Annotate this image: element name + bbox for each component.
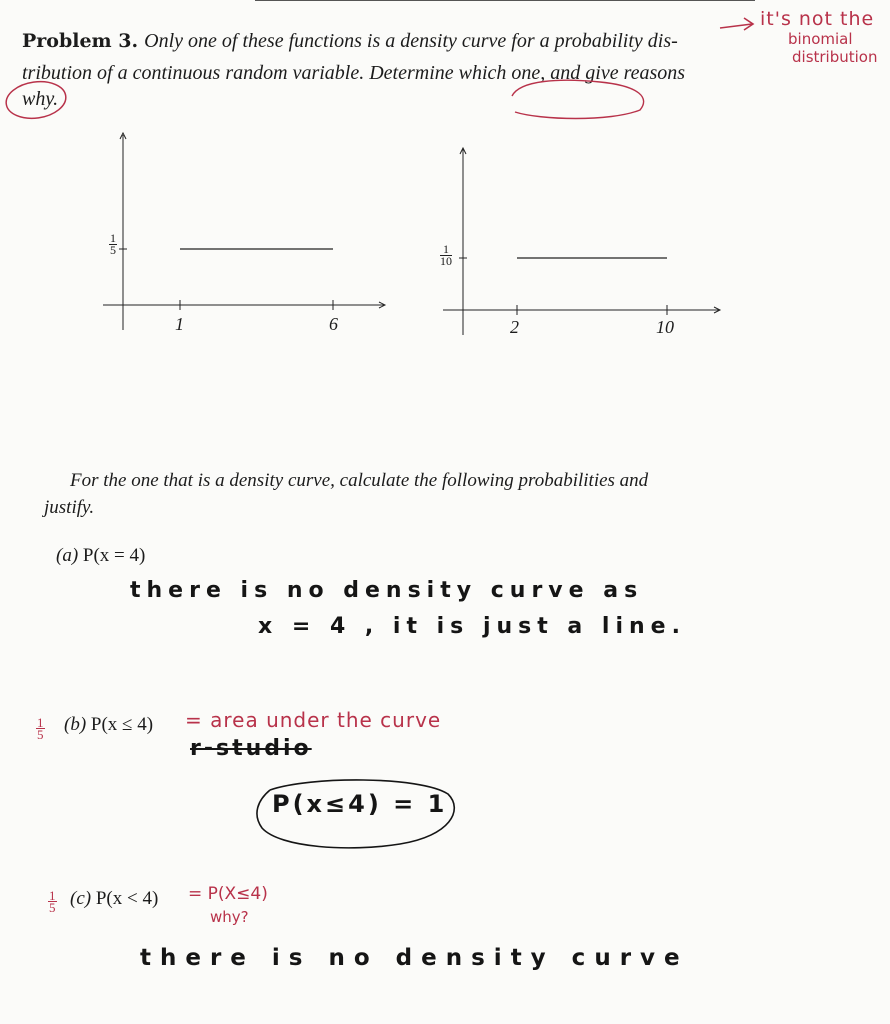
part-a-expr: P(x = 4) bbox=[82, 545, 146, 566]
teacher-comment-2: binomial bbox=[788, 30, 853, 48]
part-c-grade-den: 5 bbox=[49, 900, 56, 915]
teacher-comment-3: distribution bbox=[792, 48, 878, 66]
part-b-teacher-note: = area under the curve bbox=[185, 708, 442, 732]
teacher-comment-1: it's not the bbox=[760, 8, 875, 30]
chart-2-y-label-den: 10 bbox=[440, 254, 452, 268]
chart-1-x-label-1: 1 bbox=[175, 314, 184, 334]
problem-text-3: why. bbox=[22, 88, 59, 110]
chart-2-x-label-10: 10 bbox=[656, 317, 674, 337]
part-c-grade-num: 1 bbox=[49, 888, 56, 903]
part-a-answer-2: x = 4 , it is just a line. bbox=[258, 614, 686, 639]
problem-text-1: Only one of these functions is a density curve for a probability dis- bbox=[144, 30, 678, 52]
chart-1-y-label-den: 5 bbox=[110, 243, 116, 257]
chart-1-y-label-num: 1 bbox=[110, 231, 116, 245]
part-a-label: (a) bbox=[56, 545, 79, 566]
part-a-answer-1: there is no density curve as bbox=[130, 578, 644, 603]
which-one-circle bbox=[512, 80, 644, 118]
part-b-struck-text: r-studio bbox=[190, 736, 312, 761]
part-c-answer: there is no density curve bbox=[140, 945, 689, 971]
chart-1 bbox=[95, 125, 395, 345]
part-b-label: (b) bbox=[64, 714, 87, 735]
part-a-question bbox=[56, 545, 145, 567]
chart-1-x-label-6: 6 bbox=[329, 314, 338, 334]
instructions-line-1: For the one that is a density curve, calculate the following probabilities and bbox=[70, 470, 649, 491]
part-c-label: (c) bbox=[70, 888, 92, 909]
part-b-grade bbox=[36, 717, 45, 740]
chart-1-y-label bbox=[109, 233, 117, 256]
part-b-expr: P(x ≤ 4) bbox=[90, 714, 154, 735]
part-b-answer: P(x≤4) = 1 bbox=[272, 790, 448, 818]
part-b-grade-den: 5 bbox=[37, 727, 44, 742]
part-c-teacher-note: = P(X≤4) bbox=[188, 884, 268, 904]
teacher-markup-top bbox=[0, 0, 890, 130]
why-circle bbox=[4, 78, 68, 122]
part-b-grade-num: 1 bbox=[37, 715, 44, 730]
chart-2-x-label-2: 2 bbox=[510, 317, 519, 337]
chart-2 bbox=[435, 140, 735, 345]
instructions-line-2: justify. bbox=[44, 497, 95, 518]
chart-2-y-label bbox=[440, 244, 452, 267]
problem-label: Problem 3. bbox=[22, 30, 139, 52]
part-c-grade bbox=[48, 890, 57, 913]
part-b-question bbox=[64, 714, 153, 736]
part-c-expr: P(x < 4) bbox=[95, 888, 159, 909]
chart-2-y-label-num: 1 bbox=[440, 244, 452, 256]
part-c-teacher-question: why? bbox=[210, 908, 249, 926]
part-c-question bbox=[70, 888, 158, 910]
problem-text-2: tribution of a continuous random variable. Determine which one, and give reasons bbox=[22, 62, 686, 84]
